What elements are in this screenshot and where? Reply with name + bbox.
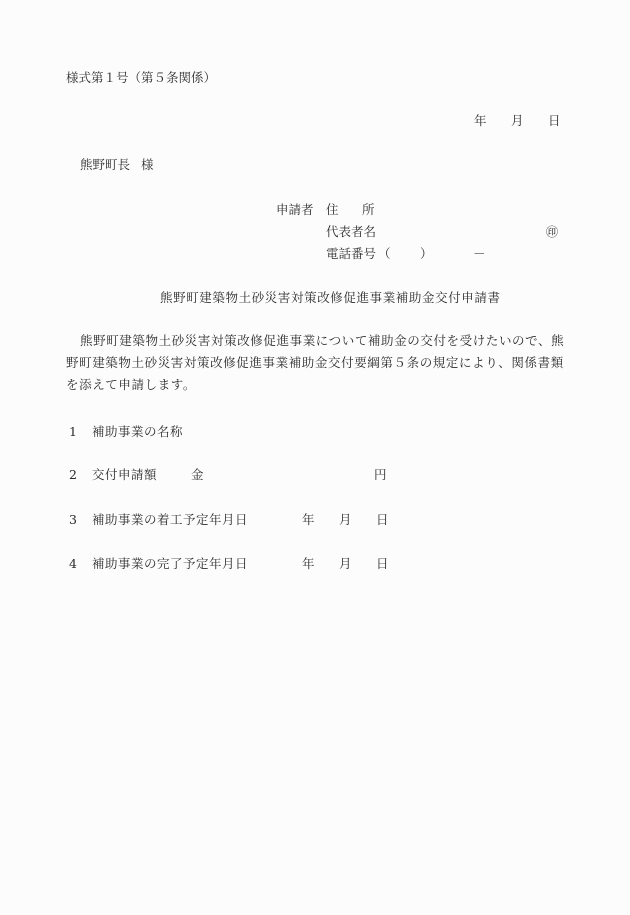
- form-number: 様式第１号（第５条関係）: [66, 70, 217, 85]
- item-number: 2: [69, 467, 77, 482]
- address-label-1: 住: [326, 202, 339, 217]
- item-label: 交付申請額: [92, 467, 158, 482]
- representative-label: 代表者名: [326, 224, 377, 239]
- item-label: 補助事業の名称: [92, 424, 184, 439]
- body-paragraph: [66, 330, 566, 396]
- amount-prefix: 金: [191, 467, 204, 482]
- phone-label: 電話番号: [326, 246, 377, 261]
- phone-open-paren: （: [378, 246, 391, 261]
- end-year-label: 年: [302, 556, 315, 571]
- date-month-label: 月: [511, 113, 524, 128]
- amount-unit: 円: [374, 467, 387, 482]
- start-month-label: 月: [339, 512, 352, 527]
- start-day-label: 日: [376, 512, 389, 527]
- end-month-label: 月: [339, 556, 352, 571]
- seal-icon: ㊞: [546, 225, 559, 239]
- phone-close-paren: ）: [420, 246, 433, 261]
- date-year-label: 年: [474, 113, 487, 128]
- document-title: 熊野町建築物土砂災害対策改修促進事業補助金交付申請書: [160, 290, 501, 305]
- end-day-label: 日: [376, 556, 389, 571]
- addressee-name: 熊野町長: [80, 157, 131, 172]
- address-label-2: 所: [362, 202, 375, 217]
- item-number: 3: [69, 512, 77, 527]
- item-label: 補助事業の着工予定年月日: [92, 512, 249, 527]
- item-number: 4: [69, 556, 77, 571]
- addressee-honorific: 様: [141, 157, 154, 172]
- start-year-label: 年: [302, 512, 315, 527]
- date-day-label: 日: [548, 113, 561, 128]
- phone-dash: －: [473, 246, 486, 261]
- body-text: 熊野町建築物土砂災害対策改修促進事業について補助金の交付を受けたいので、熊野町建築物土砂災害対策改修促進事業補助金交付要綱第５条の規定により、関係書類を添えて申請します。: [66, 333, 565, 392]
- applicant-label: 申請者: [276, 202, 314, 217]
- item-label: 補助事業の完了予定年月日: [92, 556, 249, 571]
- item-number: 1: [69, 424, 77, 439]
